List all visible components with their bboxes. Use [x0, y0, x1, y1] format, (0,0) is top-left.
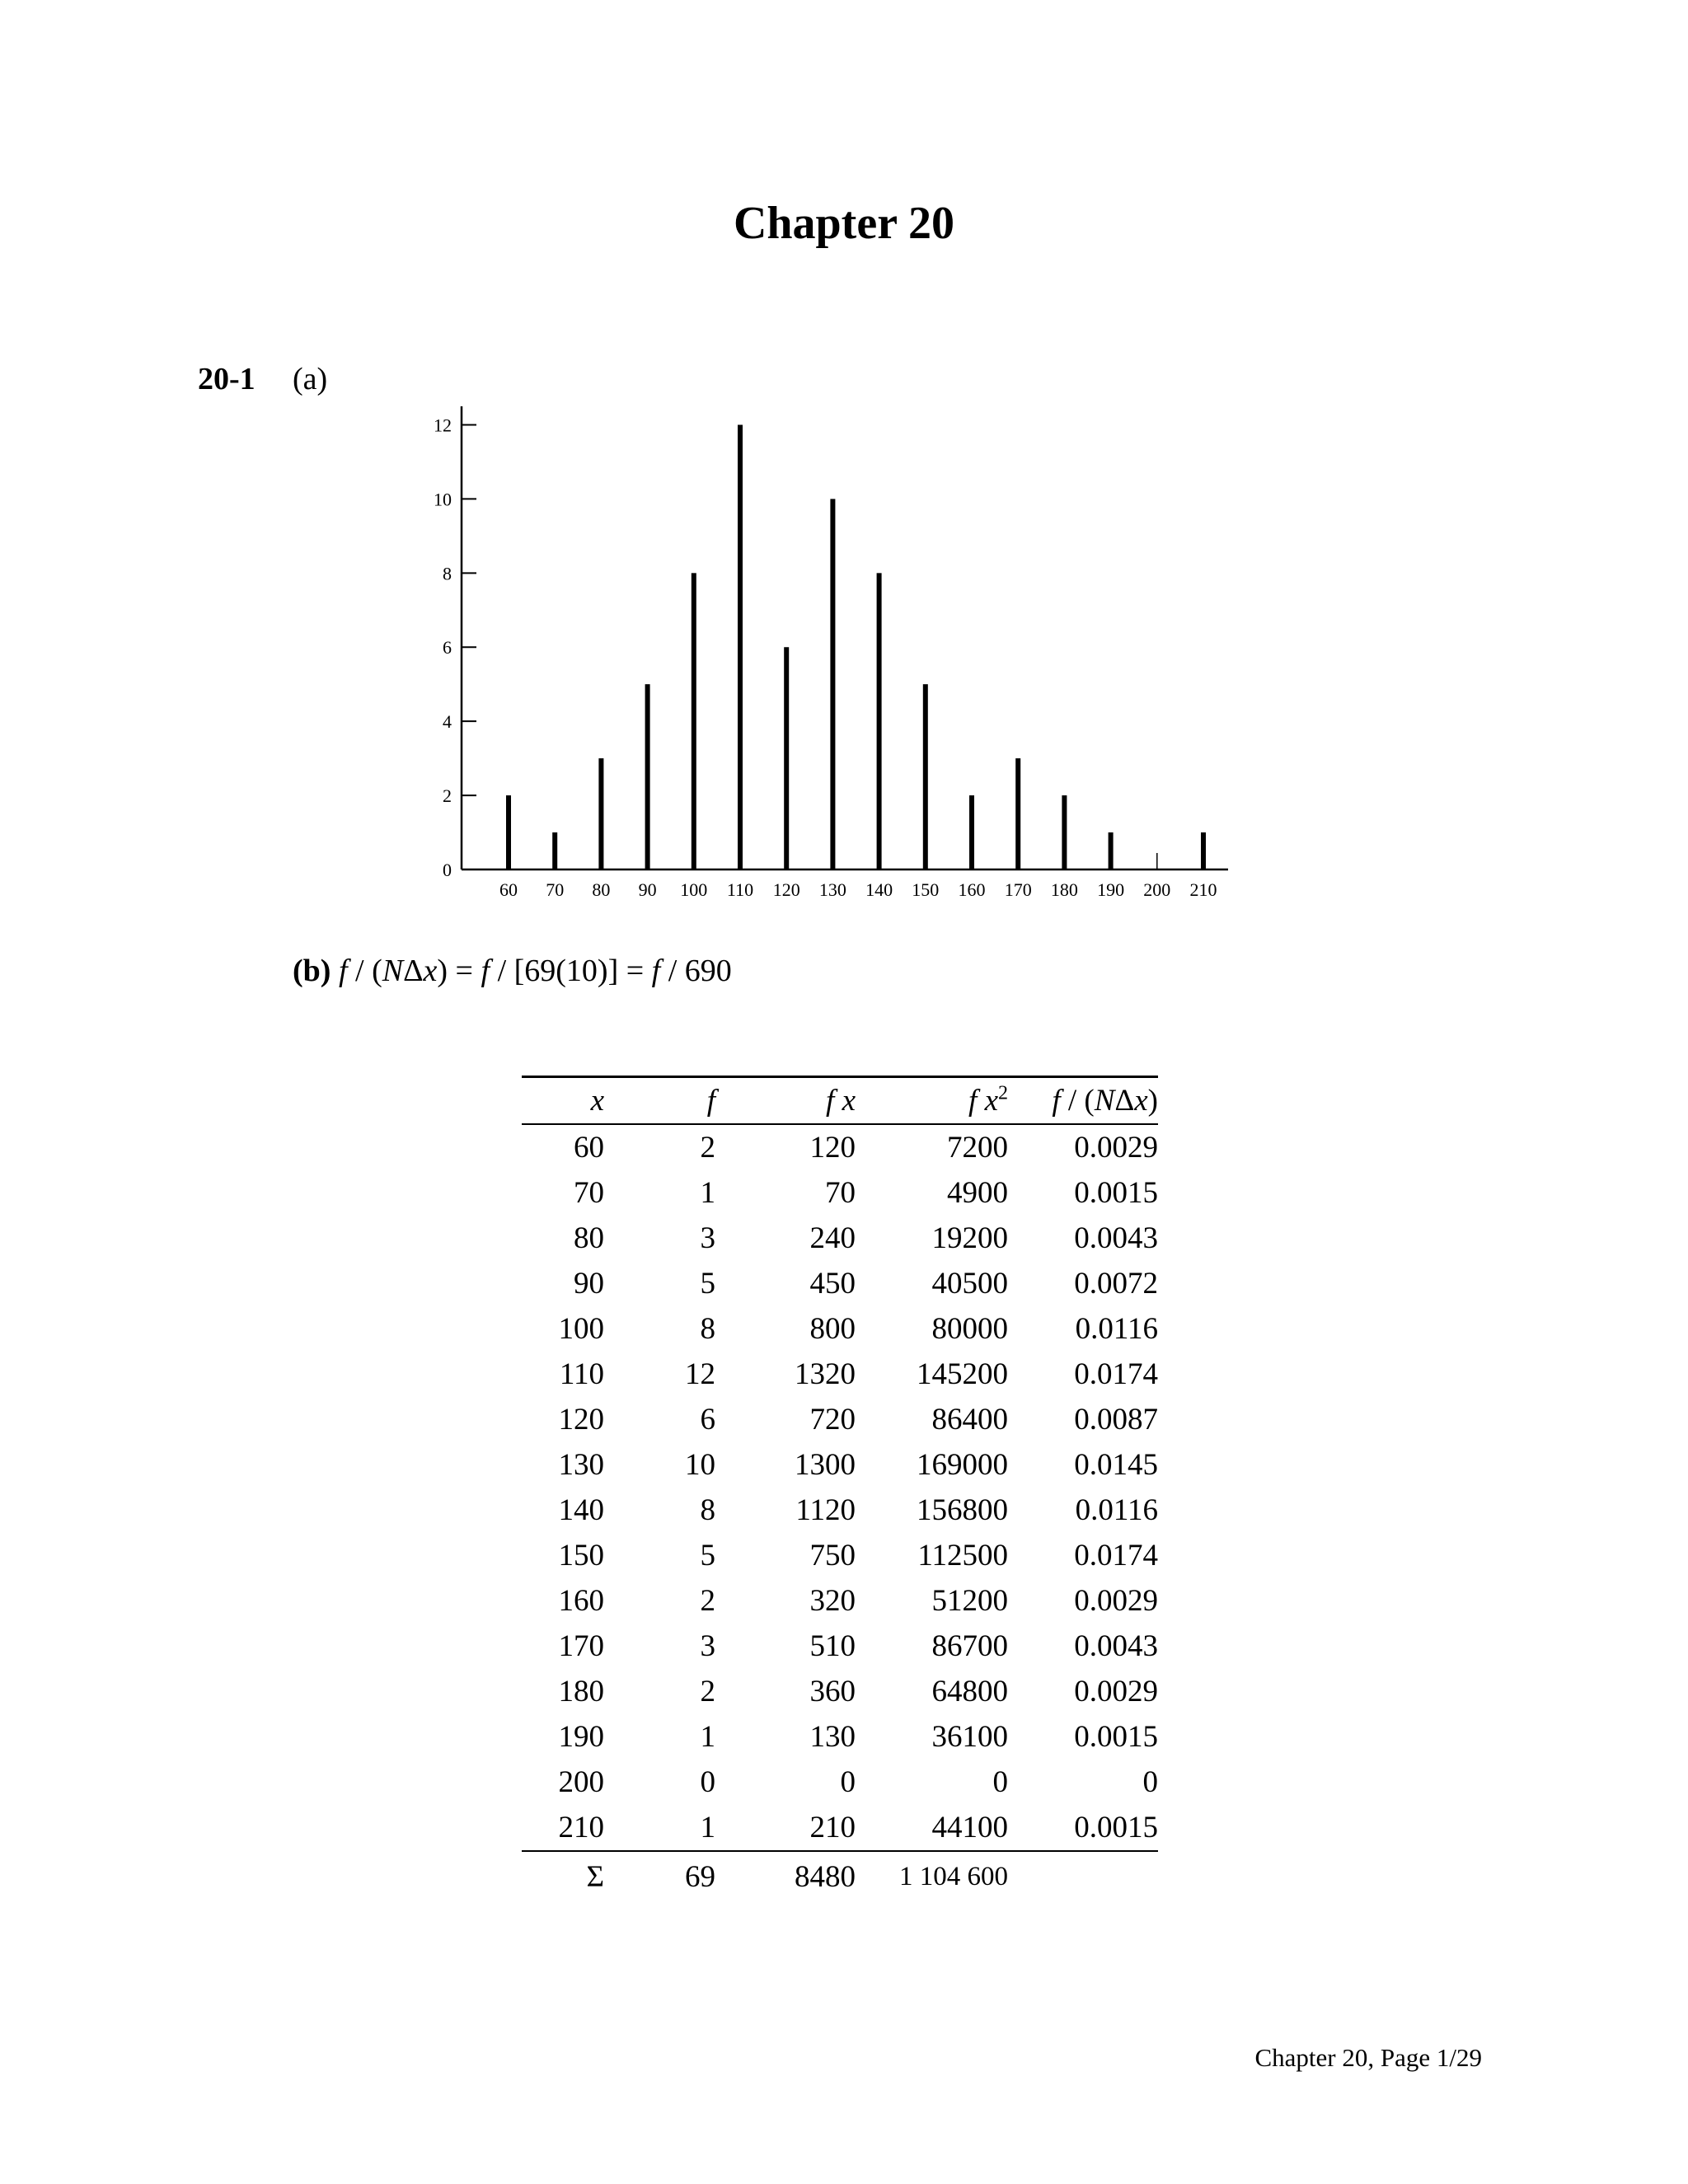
cell-fx: 1320: [795, 1357, 856, 1391]
part-b-formula: [293, 952, 732, 990]
formula-x: x: [423, 954, 438, 988]
cell-fx2: 51200: [931, 1584, 1008, 1618]
header-norm-close: ): [1147, 1084, 1158, 1118]
formula-f2: f: [481, 954, 490, 988]
cell-fx: 750: [809, 1539, 856, 1572]
x-tick-label: 100: [680, 879, 708, 900]
cell-fx2: 19200: [931, 1221, 1008, 1255]
formula-delta: Δ: [403, 954, 424, 988]
cell-f: 5: [700, 1539, 715, 1572]
cell-fx2: 86400: [931, 1403, 1008, 1436]
cell-fx2: 169000: [917, 1448, 1008, 1482]
part-a-label: (a): [293, 362, 328, 396]
cell-f: 8: [700, 1312, 715, 1346]
table-row: [522, 1124, 1158, 1170]
x-tick-label: 170: [1004, 879, 1032, 900]
y-tick-label: 4: [443, 711, 452, 733]
cell-normalized: 0: [1142, 1765, 1158, 1799]
x-tick-label: 180: [1050, 879, 1078, 900]
totals-row: [522, 1851, 1158, 1901]
bar: [645, 684, 650, 869]
cell-fx2: 112500: [917, 1539, 1008, 1572]
y-tick-label: 10: [434, 489, 452, 510]
cell-x: 130: [558, 1448, 604, 1482]
cell-f: 5: [700, 1267, 715, 1301]
header-f-text: f: [706, 1084, 715, 1118]
cell-normalized: 0.0043: [1074, 1629, 1158, 1663]
cell-f: 1: [700, 1811, 715, 1844]
cell-normalized: 0.0015: [1074, 1811, 1158, 1844]
cell-fx2: 4900: [947, 1176, 1008, 1210]
y-ticks: [434, 415, 476, 880]
cell-f: 1: [700, 1720, 715, 1754]
cell-fx: 800: [809, 1312, 856, 1346]
problem-number: 20-1: [198, 362, 256, 396]
table-row: [522, 1714, 1158, 1760]
formula-text-1: / (: [347, 954, 382, 988]
cell-x: 190: [558, 1720, 604, 1754]
x-tick-label: 60: [499, 879, 518, 900]
header-f: [604, 1077, 715, 1125]
table-row: [522, 1216, 1158, 1261]
header-fx2: [856, 1077, 1008, 1125]
x-tick-label: 160: [958, 879, 986, 900]
x-tick-label: 210: [1189, 879, 1217, 900]
chapter-title: Chapter 20: [733, 198, 955, 249]
y-tick-label: 12: [434, 415, 452, 436]
x-tick-label: 110: [726, 879, 754, 900]
formula-text-2: ) =: [437, 954, 481, 988]
header-x: [522, 1077, 604, 1125]
x-tick-label: 190: [1097, 879, 1125, 900]
bars: [506, 424, 1206, 869]
cell-fx: 360: [809, 1675, 856, 1708]
header-normalized: [1008, 1077, 1158, 1125]
cell-f: 2: [700, 1675, 715, 1708]
formula-text-3: / [69(10)] =: [490, 954, 652, 988]
cell-fx2: 64800: [931, 1675, 1008, 1708]
cell-fx: 720: [809, 1403, 856, 1436]
cell-x: 210: [558, 1811, 604, 1844]
totals-empty: [1008, 1851, 1158, 1901]
cell-fx: 240: [809, 1221, 856, 1255]
cell-x: 150: [558, 1539, 604, 1572]
cell-fx: 510: [809, 1629, 856, 1663]
page-footer: Chapter 20, Page 1/29: [1254, 2043, 1482, 2072]
totals-fx2: 1 104 600: [899, 1861, 1008, 1891]
table-row: [522, 1397, 1158, 1442]
header-norm-delta: Δ: [1114, 1084, 1135, 1118]
x-tick-label: 120: [772, 879, 800, 900]
bar: [877, 573, 882, 869]
table-row: [522, 1624, 1158, 1669]
cell-normalized: 0.0174: [1074, 1357, 1158, 1391]
cell-x: 90: [574, 1267, 604, 1301]
y-tick-label: 2: [443, 785, 452, 807]
bar: [738, 424, 743, 869]
cell-normalized: 0.0145: [1074, 1448, 1158, 1482]
cell-fx: 70: [825, 1176, 856, 1210]
table-row: [522, 1533, 1158, 1578]
bar: [598, 758, 603, 869]
cell-fx2: 0: [992, 1765, 1008, 1799]
cell-f: 10: [685, 1448, 715, 1482]
header-norm-f: f: [1052, 1084, 1061, 1118]
cell-normalized: 0.0015: [1074, 1720, 1158, 1754]
cell-fx: 450: [809, 1267, 856, 1301]
y-tick-label: 0: [443, 860, 452, 880]
header-norm-N: N: [1094, 1084, 1115, 1118]
cell-f: 1: [700, 1176, 715, 1210]
bar: [692, 573, 696, 869]
cell-fx2: 86700: [931, 1629, 1008, 1663]
cell-normalized: 0.0116: [1075, 1312, 1158, 1346]
cell-normalized: 0.0174: [1074, 1539, 1158, 1572]
bar: [1015, 758, 1020, 869]
cell-normalized: 0.0029: [1074, 1131, 1158, 1165]
cell-fx: 1120: [795, 1493, 856, 1527]
table-row: [522, 1805, 1158, 1851]
formula-text-4: / 690: [660, 954, 732, 988]
x-tick-label: 130: [818, 879, 846, 900]
x-tick-label: 200: [1143, 879, 1171, 900]
cell-x: 80: [574, 1221, 604, 1255]
table-row: [522, 1669, 1158, 1714]
cell-normalized: 0.0072: [1074, 1267, 1158, 1301]
x-ticks: [499, 879, 1217, 900]
x-tick-label: 150: [912, 879, 940, 900]
cell-normalized: 0.0015: [1074, 1176, 1158, 1210]
cell-f: 12: [685, 1357, 715, 1391]
cell-fx2: 80000: [931, 1312, 1008, 1346]
table-row: [522, 1760, 1158, 1805]
formula-f3: f: [651, 954, 661, 988]
cell-fx2: 40500: [931, 1267, 1008, 1301]
bar: [506, 795, 511, 869]
bar: [923, 684, 928, 869]
cell-x: 180: [558, 1675, 604, 1708]
table-row: [522, 1488, 1158, 1533]
histogram-chart: [412, 400, 1253, 911]
bar: [830, 499, 835, 869]
cell-fx: 130: [809, 1720, 856, 1754]
cell-fx2: 156800: [917, 1493, 1008, 1527]
cell-x: 170: [558, 1629, 604, 1663]
cell-x: 200: [558, 1765, 604, 1799]
cell-normalized: 0.0029: [1074, 1584, 1158, 1618]
cell-fx2: 44100: [931, 1811, 1008, 1844]
frequency-table: [522, 1076, 1158, 1901]
bar: [552, 832, 557, 869]
cell-normalized: 0.0087: [1074, 1403, 1158, 1436]
bar: [1062, 795, 1067, 869]
x-tick-label: 70: [546, 879, 565, 900]
formula-N: N: [382, 954, 404, 988]
totals-fx: 8480: [795, 1859, 856, 1894]
totals-f: 69: [685, 1859, 715, 1894]
x-tick-label: 90: [638, 879, 657, 900]
cell-x: 140: [558, 1493, 604, 1527]
cell-fx2: 7200: [947, 1131, 1008, 1165]
cell-normalized: 0.0029: [1074, 1675, 1158, 1708]
header-fx2-text: f x: [968, 1084, 998, 1118]
cell-fx2: 145200: [917, 1357, 1008, 1391]
header-fx-text: f x: [826, 1084, 856, 1118]
cell-f: 3: [700, 1629, 715, 1663]
table-row: [522, 1578, 1158, 1624]
table-row: [522, 1170, 1158, 1216]
header-x-text: x: [590, 1084, 604, 1118]
cell-x: 100: [558, 1312, 604, 1346]
header-norm-x: x: [1134, 1084, 1148, 1118]
cell-x: 60: [574, 1131, 604, 1165]
bar: [1109, 832, 1114, 869]
table-row: [522, 1306, 1158, 1352]
cell-fx: 320: [809, 1584, 856, 1618]
bar: [1201, 832, 1206, 869]
cell-f: 8: [700, 1493, 715, 1527]
cell-x: 120: [558, 1403, 604, 1436]
x-tick-label: 80: [592, 879, 611, 900]
table-body: [522, 1124, 1158, 1851]
cell-fx: 120: [809, 1131, 856, 1165]
cell-f: 3: [700, 1221, 715, 1255]
header-norm-text: / (: [1060, 1084, 1095, 1118]
formula-f: f: [338, 954, 348, 988]
table-row: [522, 1442, 1158, 1488]
table-row: [522, 1261, 1158, 1306]
bar: [784, 647, 789, 869]
y-tick-label: 8: [443, 563, 452, 584]
totals-symbol: Σ: [586, 1859, 604, 1894]
cell-fx2: 36100: [931, 1720, 1008, 1754]
cell-fx: 0: [840, 1765, 856, 1799]
cell-x: 70: [574, 1176, 604, 1210]
cell-f: 2: [700, 1131, 715, 1165]
cell-x: 110: [559, 1357, 604, 1391]
part-b-label: (b): [293, 954, 331, 988]
table-row: [522, 1352, 1158, 1397]
cell-f: 6: [700, 1403, 715, 1436]
cell-fx: 210: [809, 1811, 856, 1844]
y-tick-label: 6: [443, 637, 452, 658]
header-fx: [715, 1077, 856, 1125]
header-fx2-exponent: 2: [998, 1082, 1008, 1104]
cell-x: 160: [558, 1584, 604, 1618]
cell-fx: 1300: [795, 1448, 856, 1482]
x-tick-label: 140: [865, 879, 893, 900]
table-header-row: [522, 1077, 1158, 1125]
cell-f: 2: [700, 1584, 715, 1618]
cell-normalized: 0.0116: [1075, 1493, 1158, 1527]
cell-normalized: 0.0043: [1074, 1221, 1158, 1255]
cell-f: 0: [700, 1765, 715, 1799]
bar: [969, 795, 974, 869]
